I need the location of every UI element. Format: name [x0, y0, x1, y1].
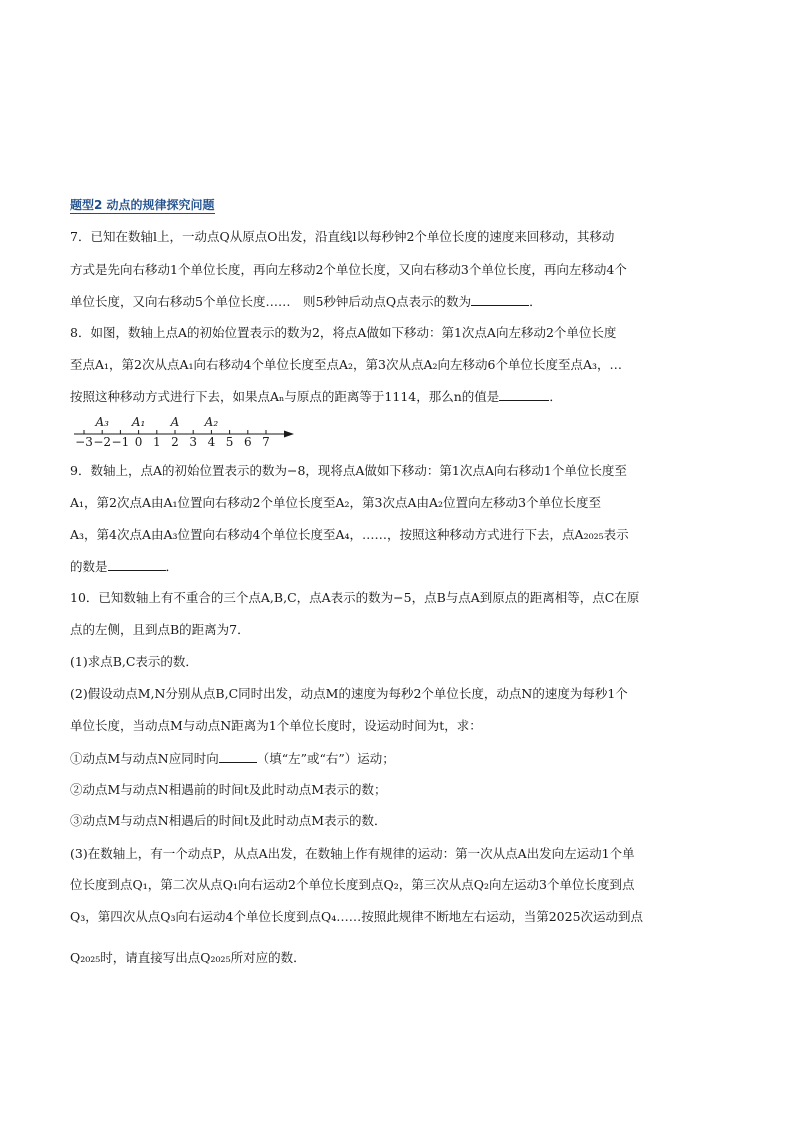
q7-end: ． — [529, 294, 542, 309]
q8-line-2: 至点A₁，第2次从点A₁向右移动4个单位长度至点A₂，第3次从点A₂向左移动6个单位长度至点A₃，… — [70, 357, 623, 372]
q10-part-3-line-4: Q₂₀₂₅时，请直接写出点Q₂₀₂₅所对应的数． — [70, 950, 306, 965]
q10-sub-3: ③动点M与动点N相遇后的时间t及此时动点M表示的数． — [70, 813, 387, 828]
q7-text: 单位长度，又向右移动5个单位长度…… 则5秒钟后动点Q点表示的数为 — [70, 294, 472, 309]
tick-label: −3 — [75, 435, 93, 449]
section-title: 题型2 动点的规律探究问题 — [70, 198, 215, 212]
q10-part-2-line-2: 单位长度，当动点M与动点N距离为1个单位长度时，设运动时间为t，求： — [70, 718, 482, 733]
tick-label: −2 — [93, 435, 112, 449]
q10-sub-2: ②动点M与动点N相遇前的时间t及此时动点M表示的数； — [70, 782, 387, 797]
number-line-figure — [70, 410, 300, 458]
tick-label: 6 — [243, 435, 252, 449]
q7-answer-blank[interactable] — [471, 293, 529, 306]
q9-line-3: A₃，第4次点A由A₃位置向右移动4个单位长度至A₄，……，按照这种移动方式进行下去，点A₂₀₂₅表示 — [70, 527, 629, 542]
q10-line-1: 10．已知数轴上有不重合的三个点A,B,C，点A表示的数为−5，点B与点A到原点的距离相等，点C在原 — [70, 590, 640, 605]
q8-line-1: 8．如图，数轴上点A的初始位置表示的数为2，将点A做如下移动：第1次点A向左移动2个单位长度 — [70, 325, 617, 340]
q9-line-1: 9．数轴上，点A的初始位置表示的数为−8，现将点A做如下移动：第1次点A向右移动1个单位长度至 — [70, 463, 627, 478]
tick-label: 2 — [171, 435, 179, 449]
q10-part-2-line-1: (2)假设动点M,N分别从点B,C同时出发，动点M的速度为每秒2个单位长度，动点N的速度为每秒1个 — [70, 686, 628, 701]
tick-label: −1 — [111, 435, 130, 449]
q10-part-3-line-2: 位长度到点Q₁，第二次从点Q₁向右运动2个单位长度到点Q₂，第三次从点Q₂向左运动3个单位长度到点 — [70, 877, 635, 892]
number-line-svg — [70, 410, 300, 454]
q9-answer-blank[interactable] — [108, 558, 166, 571]
q7-line-2: 方式是先向右移动1个单位长度，再向左移动2个单位长度，又向右移动3个单位长度，再向左移动4个 — [70, 262, 627, 277]
q8-end: ． — [549, 389, 562, 404]
q8-answer-blank[interactable] — [499, 388, 549, 401]
tick-label: 0 — [134, 435, 143, 449]
q9-text: 的数是 — [70, 559, 108, 574]
tick-label: 4 — [207, 435, 216, 449]
tick-group — [75, 430, 270, 449]
point-label: A — [170, 415, 180, 429]
point-label: A₃ — [95, 415, 109, 429]
q10-part-1: (1)求点B,C表示的数． — [70, 654, 198, 669]
tick-label: 7 — [262, 435, 270, 449]
q10-sub-1 — [70, 750, 730, 767]
tick-label: 5 — [225, 435, 234, 449]
tick-label: 3 — [189, 435, 198, 449]
q8-text: 按照这种移动方式进行下去，如果点Aₙ与原点的距离等于1114，那么n的值是 — [70, 389, 500, 404]
point-label: A₁ — [131, 415, 146, 429]
q8-line-3 — [70, 388, 730, 405]
q7-line-3 — [70, 293, 730, 310]
q9-end: ． — [165, 559, 179, 574]
arrow-right-icon — [284, 431, 294, 438]
q10-sub-1-end: （填“左”或“右”）运动； — [256, 751, 395, 766]
q9-line-2: A₁，第2次点A由A₁位置向右移动2个单位长度至A₂，第3次点A由A₂位置向左移动3个单位长度至 — [70, 495, 602, 510]
q7-line-1: 7．已知在数轴l上，一动点Q从原点O出发，沿直线l以每秒钟2个单位长度的速度来回移动，其移动 — [70, 229, 615, 244]
q10-line-2: 点的左侧，且到点B的距离为7． — [70, 622, 250, 637]
point-label-group — [94, 415, 218, 429]
q9-line-4 — [70, 558, 730, 575]
q10-part-3-line-1: (3)在数轴上，有一个动点P，从点A出发，在数轴上作有规律的运动：第一次从点A出发向左运动1个单 — [70, 846, 635, 861]
q10-direction-blank[interactable] — [219, 750, 257, 763]
q10-part-3-line-3: Q₃，第四次从点Q₃向右运动4个单位长度到点Q₄……按照此规律不断地左右运动，当第2025次运动到点 — [70, 909, 644, 924]
tick-label: 1 — [152, 435, 161, 449]
point-label: A₂ — [204, 415, 219, 429]
q10-sub-1-text: ①动点M与动点N应同时向 — [70, 751, 219, 766]
